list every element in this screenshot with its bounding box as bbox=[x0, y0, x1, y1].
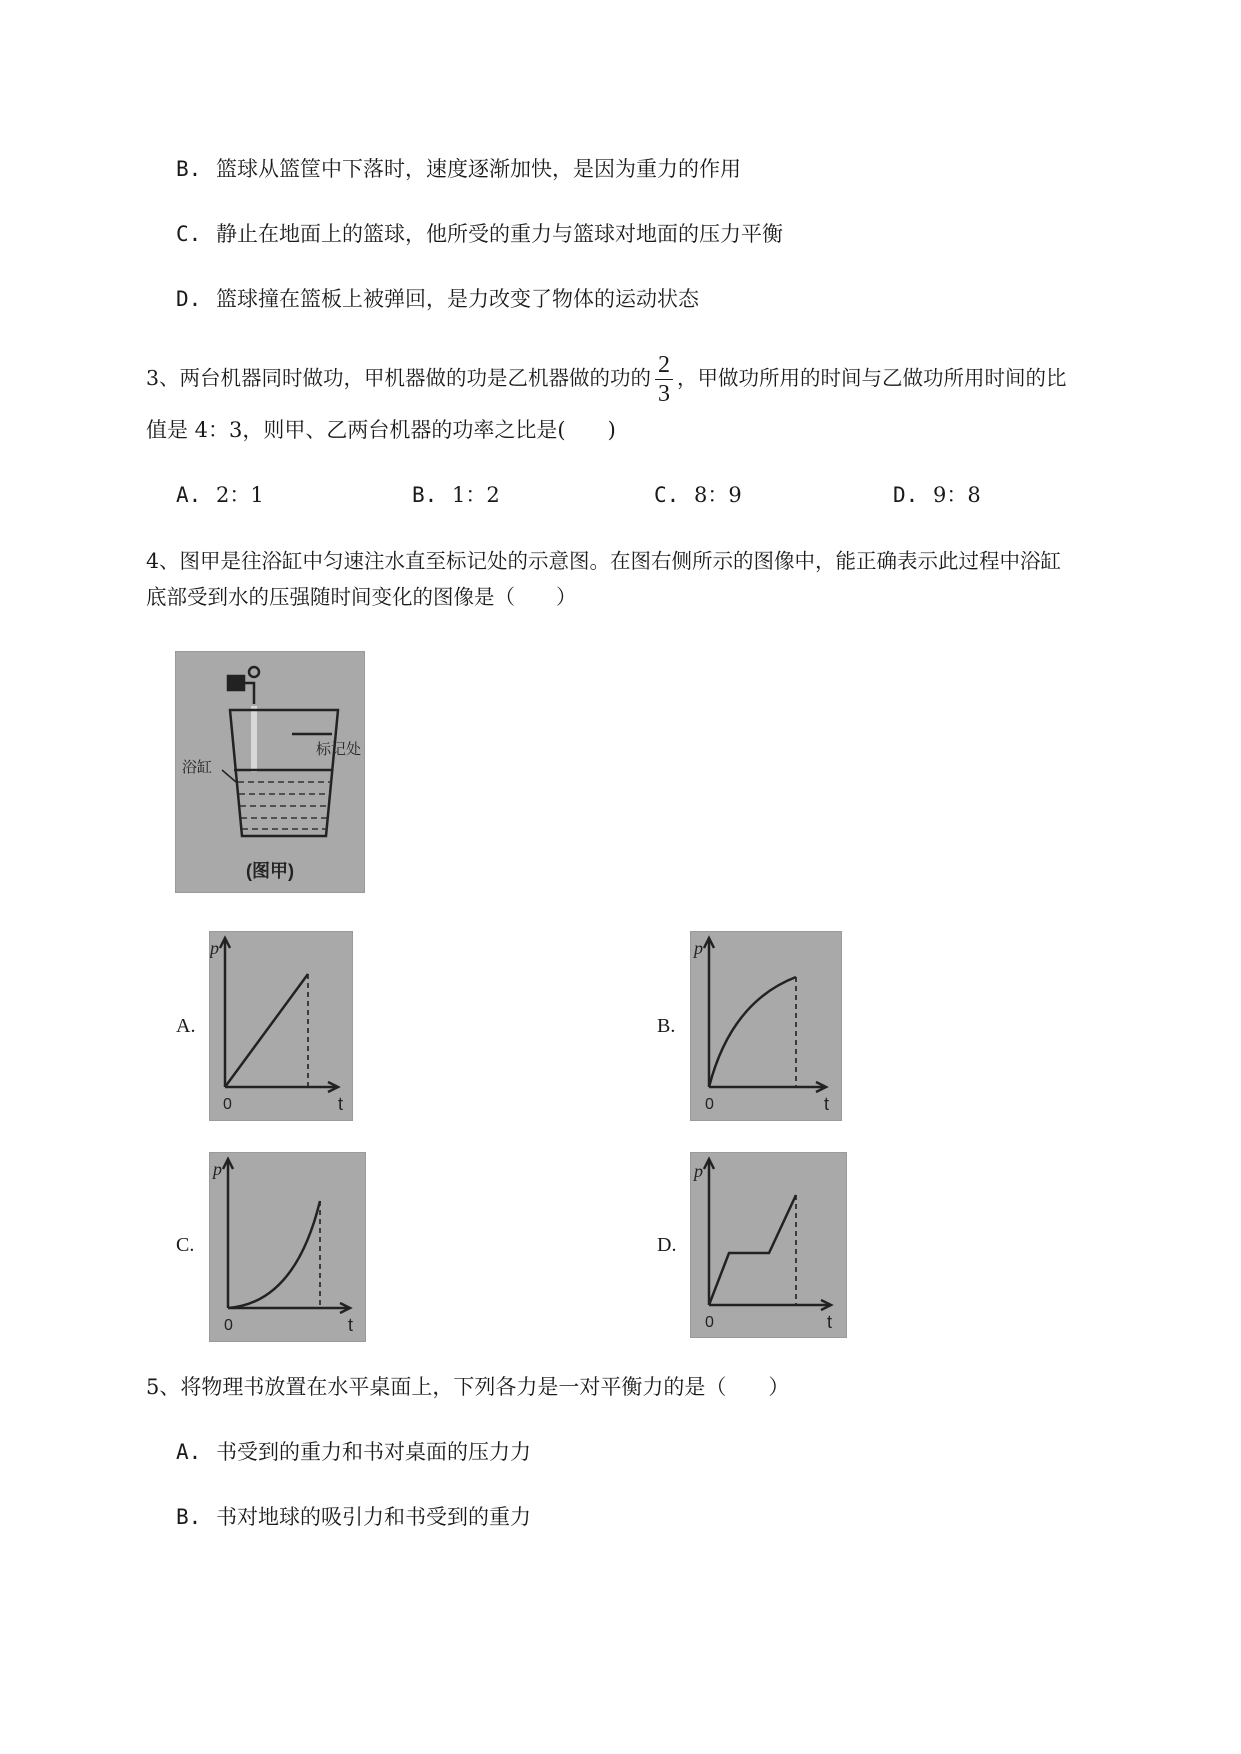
q2-option-c bbox=[176, 219, 783, 249]
graph-b-x-label: t bbox=[824, 1094, 830, 1114]
q5-stem: 5、将物理书放置在水平桌面上，下列各力是一对平衡力的是（ ） bbox=[146, 1375, 790, 1399]
q5-option-a-letter: A. bbox=[176, 1440, 202, 1464]
q3-option-b-letter: B. bbox=[412, 483, 438, 507]
q3-stem-part2: ，甲做功所用的时间与乙做功所用时间的比 bbox=[677, 366, 1067, 390]
q5-option-b bbox=[176, 1502, 531, 1532]
q4-option-a-label: A. bbox=[176, 1015, 196, 1037]
graph-c-x-label: t bbox=[348, 1315, 354, 1335]
graph-a bbox=[209, 931, 353, 1121]
graph-d-curve bbox=[709, 1195, 796, 1305]
q2-option-d bbox=[176, 284, 699, 314]
graph-b-curve bbox=[709, 977, 796, 1087]
graph-d-x-label: t bbox=[827, 1312, 833, 1332]
q3-option-a bbox=[176, 480, 264, 510]
q3-option-d-text: 9：8 bbox=[932, 483, 981, 507]
graph-b-origin: 0 bbox=[705, 1096, 714, 1113]
q2-option-b-letter: B. bbox=[176, 157, 202, 181]
q4-option-b-label: B. bbox=[657, 1015, 676, 1037]
q3-option-c-text: 8：9 bbox=[693, 483, 742, 507]
q2-option-d-letter: D. bbox=[176, 287, 202, 311]
graph-c bbox=[209, 1152, 366, 1342]
faucet-knob bbox=[249, 667, 259, 677]
q3-stem-line1 bbox=[146, 345, 1067, 411]
graph-d bbox=[690, 1152, 847, 1338]
graph-c-svg bbox=[210, 1153, 365, 1341]
q5-option-a-text: 书受到的重力和书对桌面的压力力 bbox=[215, 1440, 531, 1464]
q4-stem-line2: 底部受到水的压强随时间变化的图像是（ ） bbox=[146, 585, 577, 609]
q3-stem-part1: 3、两台机器同时做功，甲机器做的功是乙机器做的功的 bbox=[146, 366, 652, 390]
graph-a-x-label: t bbox=[338, 1094, 344, 1114]
figure-label-mark: 标记处 bbox=[316, 741, 362, 758]
q3-option-a-letter: A. bbox=[176, 483, 202, 507]
tub-outline bbox=[230, 710, 338, 836]
q2-option-c-text: 静止在地面上的篮球，他所受的重力与篮球对地面的压力平衡 bbox=[215, 222, 783, 246]
q3-stem-line2: 值是 4：3，则甲、乙两台机器的功率之比是( ) bbox=[146, 418, 616, 442]
q3-option-d-letter: D. bbox=[893, 483, 919, 507]
q3-option-c-letter: C. bbox=[654, 483, 680, 507]
bathtub-diagram bbox=[176, 652, 364, 892]
faucet-pipe bbox=[244, 683, 254, 704]
figure-jia-bathtub bbox=[175, 651, 365, 893]
graph-b bbox=[690, 931, 842, 1121]
graph-a-svg bbox=[210, 932, 352, 1120]
q4-option-d-label: D. bbox=[657, 1234, 677, 1256]
q3-option-a-text: 2：1 bbox=[215, 483, 264, 507]
q4-stem-line1: 4、图甲是往浴缸中匀速注水直至标记处的示意图。在图右侧所示的图像中，能正确表示此过程中浴缸 bbox=[146, 549, 1062, 573]
q4-option-c-label: C. bbox=[176, 1234, 195, 1256]
q2-option-c-letter: C. bbox=[176, 222, 202, 246]
graph-c-y-label: p bbox=[213, 1159, 222, 1179]
q5-option-b-text: 书对地球的吸引力和书受到的重力 bbox=[215, 1505, 531, 1529]
graph-a-curve bbox=[225, 974, 308, 1087]
graph-d-origin: 0 bbox=[705, 1314, 714, 1331]
q5-option-a bbox=[176, 1437, 531, 1467]
q3-fraction-denominator: 3 bbox=[658, 381, 671, 407]
q3-option-b bbox=[412, 480, 500, 510]
graph-c-curve bbox=[228, 1201, 320, 1308]
tub-pointer bbox=[222, 770, 236, 782]
graph-b-svg bbox=[691, 932, 841, 1120]
graph-b-y-label: p bbox=[694, 938, 703, 958]
q5-option-b-letter: B. bbox=[176, 1505, 202, 1529]
q3-option-d bbox=[893, 480, 981, 510]
graph-d-svg bbox=[691, 1153, 846, 1337]
faucet-icon bbox=[228, 676, 244, 690]
q3-option-c bbox=[654, 480, 742, 510]
graph-a-y-label: p bbox=[210, 938, 219, 958]
q3-fraction-numerator: 2 bbox=[655, 351, 673, 380]
graph-a-origin: 0 bbox=[223, 1096, 232, 1113]
q3-option-b-text: 1：2 bbox=[451, 483, 500, 507]
q2-option-b-text: 篮球从篮筐中下落时，速度逐渐加快，是因为重力的作用 bbox=[215, 157, 741, 181]
q3-fraction bbox=[655, 351, 673, 408]
figure-label-tub: 浴缸 bbox=[182, 759, 213, 776]
graph-c-origin: 0 bbox=[224, 1317, 233, 1334]
q2-option-d-text: 篮球撞在篮板上被弹回，是力改变了物体的运动状态 bbox=[215, 287, 699, 311]
q2-option-b bbox=[176, 154, 741, 184]
figure-caption: (图甲) bbox=[246, 861, 294, 881]
graph-d-y-label: p bbox=[694, 1161, 703, 1181]
